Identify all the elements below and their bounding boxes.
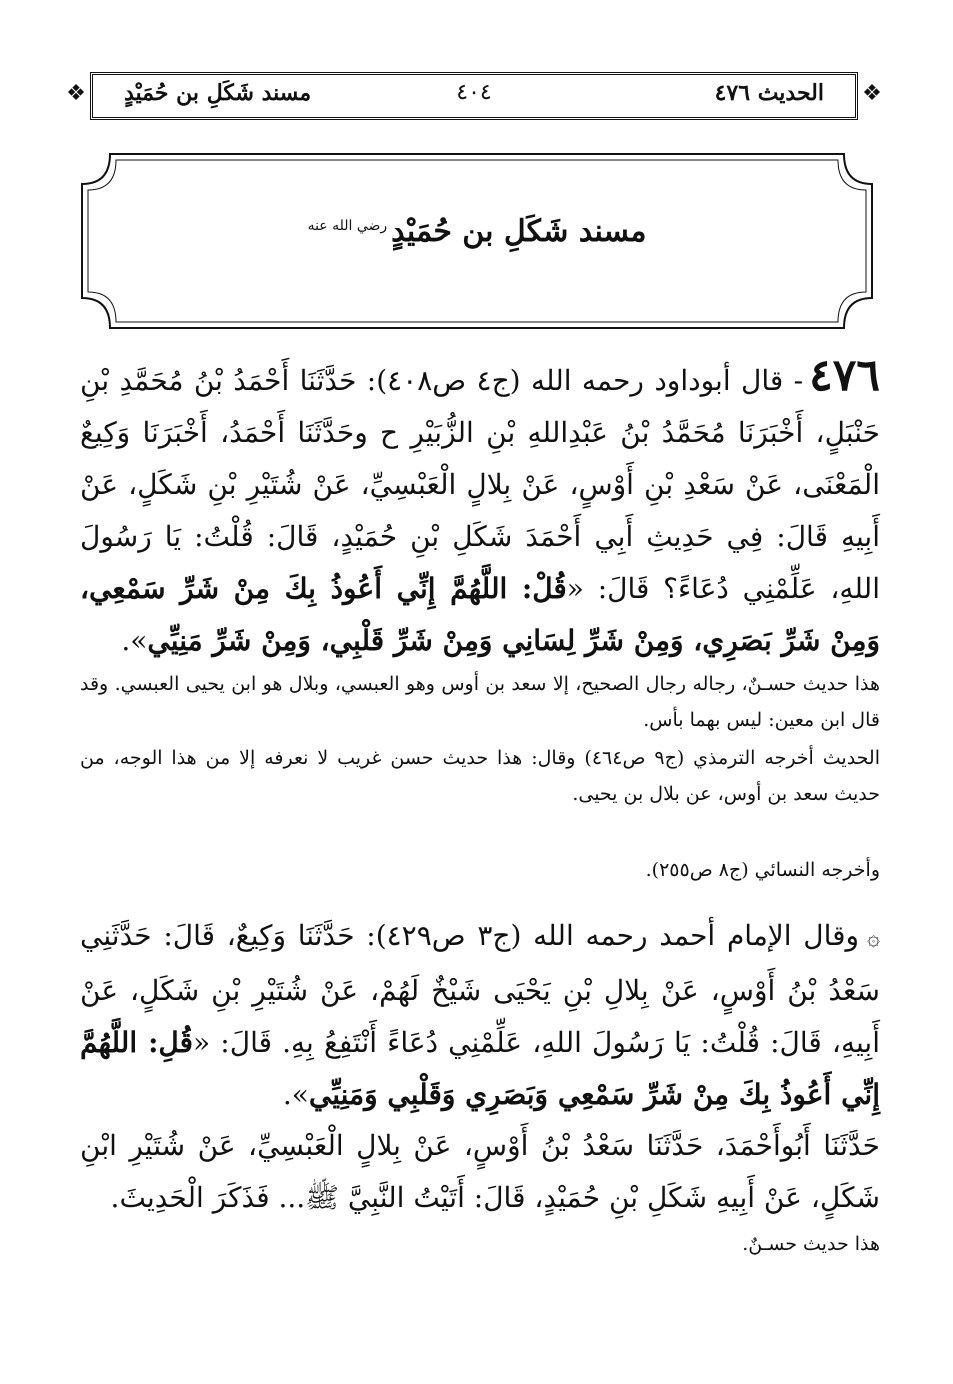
chapter-title-text: مسند شَكَلِ بن حُمَيْدٍ (391, 214, 647, 249)
page-number: ٤٠٤ (456, 80, 492, 105)
hadith-comment-3: وأخرجه النسائي (ج٨ ص٢٥٥). (645, 859, 880, 881)
hadith-number: ٤٧٦ (809, 350, 880, 401)
section2-dua: قُلِ: اللَّهُمَّ إِنِّي أَعُوذُ بِكَ مِنْ شَرِّ سَمْعِي وَبَصَرِي وَقَلْبِي وَمَنِيِّي (80, 1026, 880, 1111)
running-header (62, 72, 886, 120)
hadith-close: ». (121, 624, 148, 657)
section2-paragraph (80, 910, 880, 1121)
hadith-intro: - قال أبوداود رحمه الله (ج٤ ص٤٠٨): حَدَّثَنَا أَحْمَدُ بْنُ مُحَمَّدِ بْنِ حَنْبَلٍ، أَخْبَرَنَا مُحَمَّدُ بْنُ عَبْدِاللهِ بْنِ الزُّبَيْرِ ح وحَدَّثَنَا أَحْمَدُ، أَخْبَرَنَا وَكِيعٌ الْمَعْنَى، عَنْ سَعْدِ بْنِ أَوْسٍ، عَنْ بِلالٍ الْعَبْسِيِّ، عَنْ شُتَيْرِ بْنِ شَكَلٍ، عَنْ أَبِيهِ قَالَ: فِي حَدِيثِ أَبِي أَحْمَدَ شَكَلِ بْنِ حُمَيْدٍ، قَالَ: قُلْتُ: يَا رَسُولَ اللهِ، عَلِّمْنِي دُعَاءً؟ قَالَ: « (80, 364, 880, 605)
header-ornament-left-icon: ❖ (66, 81, 86, 106)
header-section-title: مسند شَكَلِ بن حُمَيْدٍ (124, 80, 312, 106)
hadith-dua: قُلْ: اللَّهُمَّ إِنِّي أَعُوذُ بِكَ مِنْ شَرِّ سَمْعِي، وَمِنْ شَرِّ بَصَرِي، وَمِنْ شَرِّ لِسَانِي وَمِنْ شَرِّ قَلْبِي، وَمِنْ شَرِّ مَنِيِّي (80, 572, 880, 657)
star-ornament-icon: ۞ (867, 926, 880, 951)
header-hadith-number: الحديث ٤٧٦ (714, 80, 824, 106)
section2-paragraph-2: حَدَّثَنَا أَبُوأَحْمَدَ، حَدَّثَنَا سَعْدُ بْنُ أَوْسٍ، عَنْ بِلالٍ الْعَبْسِيِّ، عَنْ شُتَيْرِ ابْنِ شَكَلٍ، عَنْ أَبِيهِ شَكَلِ بْنِ حُمَيْدٍ، قَالَ: أَتَيْتُ النَّبِيَّ ﷺ... فَذَكَرَ الْحَدِيثَ. (80, 1129, 880, 1214)
section2-comment: هذا حديث حسـنٌ. (742, 1233, 880, 1255)
hadith-comment-2: الحديث أخرجه الترمذي (ج٩ ص٤٦٤) وقال: هذا حديث حسن غريب لا نعرفه إلا من هذا الوجه، من حديث سعد بن أوس، عن بلال بن يحيى. (80, 747, 880, 805)
hadith-comment-1: هذا حديث حسـنٌ، رجاله رجال الصحيح، إلا سعد بن أوس وهو العبسي، وبلال هو ابن يحيى العبسي. وقد قال ابن معين: ليس بهما بأس. (80, 673, 880, 731)
section2-text1: وقال الإمام أحمد رحمه الله (ج٣ ص٤٢٩): حَدَّثَنَا وَكِيعٌ، قَالَ: حَدَّثَنِي سَعْدُ بْنُ أَوْسٍ، عَنْ بِلالِ بْنِ يَحْيَى شَيْخٌ لَهُمْ، عَنْ شُتَيْرِ بْنِ شَكَلٍ، عَنْ أَبِيهِ، قَالَ: قُلْتُ: يَا رَسُولَ اللهِ، عَلِّمْنِي دُعَاءً أَنْتَفِعُ بِهِ. قَالَ: « (80, 919, 881, 1059)
honorific: رضي الله عنه (307, 218, 388, 234)
chapter-title (80, 214, 874, 249)
hadith-476-paragraph (80, 350, 880, 667)
chapter-title-frame (80, 152, 874, 330)
header-ornament-right-icon: ❖ (862, 81, 882, 106)
section2-close: ». (282, 1078, 309, 1111)
